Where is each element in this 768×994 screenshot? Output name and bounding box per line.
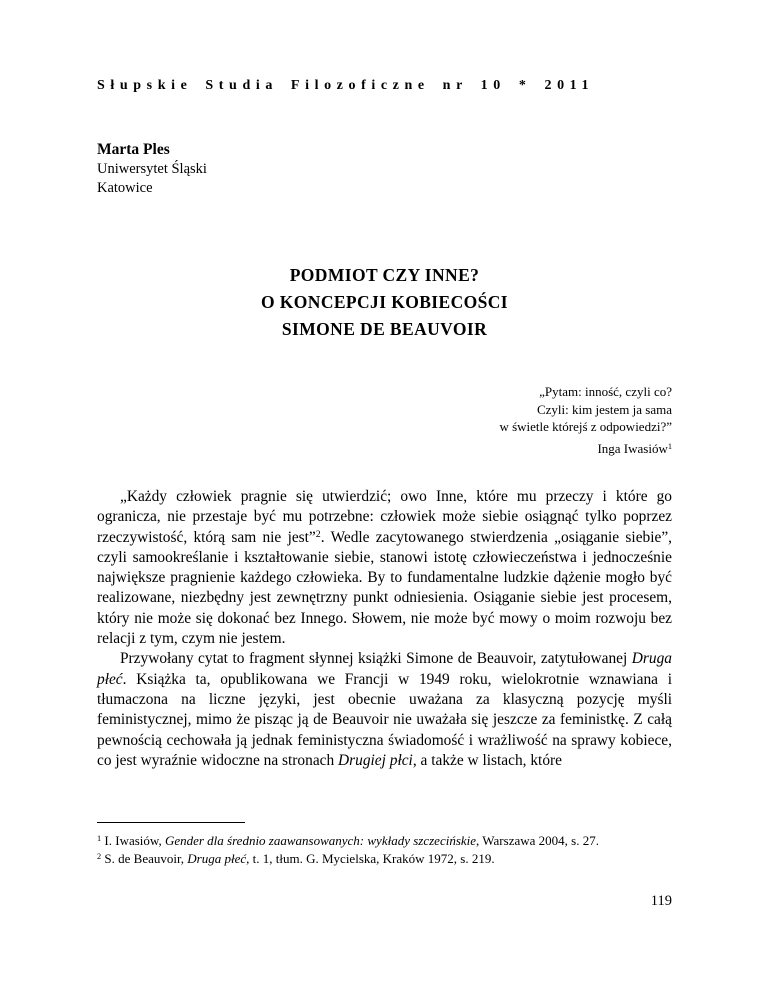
article-title — [97, 262, 672, 343]
p1-text-b: . Wedle zacytowanego stwierdzenia „osiąganie siebie”, czyli samookreślanie i kształtowanie siebie, stanowi istotę człowieczeństwa i jednocześnie największe pragnienie każdego człowieka. By to fundamentalne ludzkie dążenie mogło być realizowane, niezbędny jest zewnętrzny punkt odniesienia. Osiąganie siebie jest procesem, który nie może się dokonać bez Innego. Słowem, nie może być mowy o moim rozwoju bez relacji z tym, czym nie jestem. — [97, 528, 673, 648]
epigraph-line-1: „Pytam: inność, czyli co? — [539, 384, 672, 399]
p1-text-a: „Każdy człowiek pragnie się utwierdzić; owo Inne, które mu przeczy i które go ogranicza, nie przestaje być mu potrzebne: człowiek może siebie osiągnąć tylko poprzez rzeczywistość, którą sam nie jest” — [97, 488, 672, 546]
footnote-2-text-b: , t. 1, tłum. G. Mycielska, Kraków 1972, s. 219. — [246, 850, 495, 866]
page-content — [97, 78, 672, 771]
paragraph-2 — [97, 649, 672, 771]
epigraph-footnote-ref: 1 — [667, 441, 672, 451]
page-number: 119 — [650, 893, 672, 909]
article-body — [97, 487, 672, 771]
footnote-2-work-title: Druga płeć — [187, 850, 247, 866]
epigraph-attribution-name: Inga Iwasiów — [597, 440, 668, 456]
journal-title-line: Słupskie Studia Filozoficzne nr 10 * 2011 — [97, 78, 595, 93]
title-line-2: O KONCEPCJI KOBIECOŚCI — [260, 292, 509, 312]
title-line-1: PODMIOT CZY INNE? — [289, 265, 480, 285]
footnote-1-work-title: Gender dla średnio zaawansowanych: wykłady szczecińskie — [164, 833, 477, 848]
p2-book-title-2: Drugiej płci — [338, 751, 413, 769]
p2-text-a: Przywołany cytat to fragment słynnej książki Simone de Beauvoir, zatytułowanej — [120, 650, 632, 668]
author-city: Katowice — [97, 180, 153, 196]
epigraph-attribution — [97, 440, 672, 458]
footnote-2-marker: 2 — [97, 851, 102, 861]
title-line-3: SIMONE DE BEAUVOIR — [281, 319, 488, 339]
footnote-1 — [97, 832, 672, 850]
author-block — [97, 140, 672, 198]
author-affiliation: Uniwersytet Śląski — [97, 161, 207, 177]
footnote-ref-2: 2 — [315, 529, 321, 541]
footnote-1-text-a: I. Iwasiów, — [104, 833, 165, 848]
journal-header — [97, 78, 672, 94]
footnote-section — [97, 822, 672, 867]
footnote-1-text-b: , Warszawa 2004, s. 27. — [476, 833, 599, 848]
footnote-2 — [97, 850, 672, 868]
author-name: Marta Ples — [97, 141, 170, 158]
epigraph-line-2: Czyli: kim jestem ja sama — [536, 401, 672, 417]
epigraph-line-3: w świetle którejś z odpowiedzi?” — [499, 419, 672, 434]
p2-text-b: . Książka ta, opublikowana we Francji w 1949 roku, wielokrotnie wznawiana i tłumaczona na liczne języki, jest obecnie uważana za klasyczną pozycję myśli feministycznej, mimo że pisząc ją de Beauvoir nie uważała się jeszcze za feministkę. Z całą pewnością cechowała ją jednak feministyczna świadomość i wrażliwość na sprawy kobiece, co jest wyraźnie widoczne na stronach — [97, 670, 672, 769]
p2-book-title: Druga płeć — [97, 650, 672, 688]
footnote-rule — [97, 822, 245, 823]
p2-text-c: , a także w listach, które — [412, 751, 562, 769]
paragraph-1 — [97, 487, 672, 649]
footnote-1-marker: 1 — [97, 834, 102, 844]
epigraph — [97, 383, 672, 457]
footnote-2-text-a: S. de Beauvoir, — [104, 850, 188, 866]
